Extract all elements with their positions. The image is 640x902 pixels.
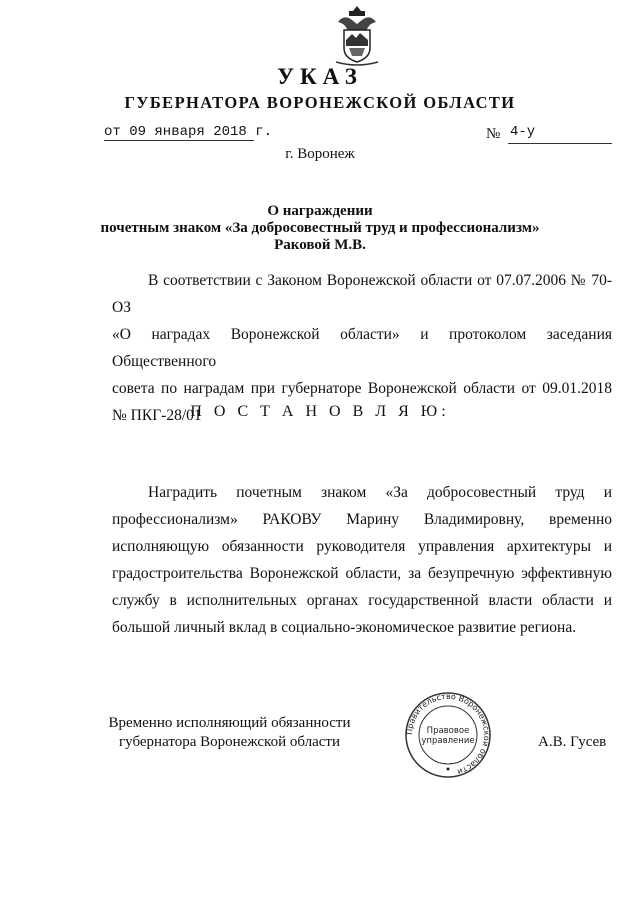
document-subtitle: ГУБЕРНАТОРА ВОРОНЕЖСКОЙ ОБЛАСТИ — [124, 93, 516, 112]
signatory-position — [102, 714, 357, 752]
text-line: градостроительства Воронежской области, за безупречную эффективную — [112, 565, 612, 582]
city-name: г. Воронеж — [285, 146, 355, 162]
document-title: УКАЗ — [277, 64, 363, 89]
stamp-center-line: Правовое — [426, 726, 470, 736]
position-line: Временно исполняющий обязанности — [108, 715, 351, 731]
decree-word: П О С Т А Н О В Л Я Ю: — [190, 403, 450, 420]
decree-body — [112, 479, 612, 641]
date-text: от 09 января 2018 г. — [104, 124, 273, 140]
text-line: Наградить почетным знаком «За добросовестный труд и — [148, 484, 612, 501]
coat-of-arms-icon — [332, 4, 382, 66]
stamp-seal-icon — [398, 691, 498, 779]
position-line: губернатора Воронежской области — [119, 734, 340, 750]
text-line: службу в исполнительных органах государственной власти области и — [112, 592, 612, 609]
heading-line: О награждении — [267, 203, 373, 219]
signatory-name: А.В. Гусев — [538, 734, 607, 750]
text-line: исполняющую обязанности руководителя управления архитектуры и — [112, 538, 612, 555]
document-date — [104, 124, 273, 141]
heading-line: почетным знаком «За добросовестный труд и профессионализм» — [100, 220, 540, 236]
text-line: совета по наградам при губернаторе Воронежской области от 09.01.2018 — [112, 380, 612, 397]
text-line: профессионализм» РАКОВУ Марину Владимировну, временно — [112, 511, 612, 528]
text-line: «О наградах Воронежской области» и протоколом заседания Общественного — [112, 326, 612, 370]
stamp-center-line: управление — [421, 736, 475, 746]
text-line: большой личный вклад в социально-экономическое развитие региона. — [112, 619, 577, 636]
text-line: В соответствии с Законом Воронежской области от 07.07.2006 № 70-ОЗ — [112, 272, 612, 316]
text-line: № ПКГ-28/01 — [112, 407, 202, 424]
number-label: № — [486, 126, 501, 142]
heading-line: Раковой М.В. — [274, 237, 366, 253]
document-heading — [0, 203, 640, 254]
document-number: 4-у — [510, 124, 536, 140]
stamp-ring-text: Правительство Воронежской области — [404, 691, 492, 777]
